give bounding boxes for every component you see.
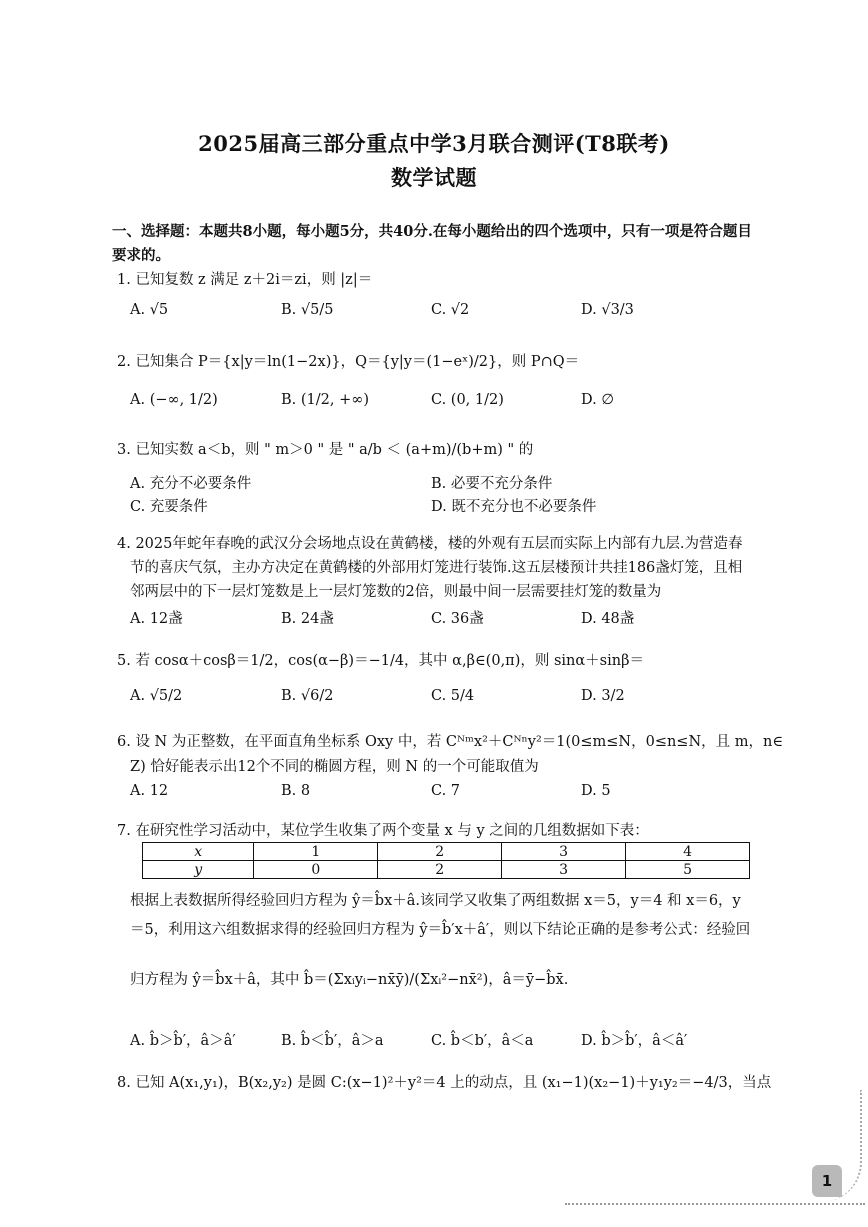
q6-option-c: C. 7 [431, 783, 461, 799]
q7-option-a: A. b̂＞b̂′，â＞â′ [130, 1033, 236, 1049]
table-cell: x [143, 843, 254, 861]
q5-option-d: D. 3/2 [581, 688, 625, 704]
question-7-line1: 根据上表数据所得经验回归方程为 ŷ＝b̂x＋â.该同学又收集了两组数据 x＝5，y＝4 和 x＝6，y [130, 893, 741, 909]
question-4-line1: 4. 2025年蛇年春晚的武汉分会场地点设在黄鹤楼，楼的外观有五层而实际上内部有九层.为营造春 [117, 536, 743, 552]
question-7-stem: 7. 在研究性学习活动中，某位学生收集了两个变量 x 与 y 之间的几组数据如下表： [117, 823, 649, 839]
table-cell: 5 [626, 861, 750, 879]
question-6-line1: 6. 设 N 为正整数，在平面直角坐标系 Oxy 中，若 Cᴺᵐx²＋Cᴺⁿy²＝1(0≤m≤N，0≤n≤N，且 m，n∈ [117, 734, 784, 750]
q1-option-d: D. √3/3 [581, 302, 634, 318]
q7-option-c: C. b̂＜b′，â＜a [431, 1033, 534, 1049]
dotted-divider [565, 1203, 865, 1205]
question-2-stem: 2. 已知集合 P＝{x|y＝ln(1−2x)}，Q＝{y|y＝(1−eˣ)/2}，则 P∩Q＝ [117, 354, 580, 370]
q2-option-d: D. ∅ [581, 392, 614, 408]
question-6-line2: Z) 恰好能表示出12个不同的椭圆方程，则 N 的一个可能取值为 [130, 759, 539, 775]
q5-option-c: C. 5/4 [431, 688, 475, 704]
q7-option-d: D. b̂＞b̂′，â＜â′ [581, 1033, 688, 1049]
question-5-stem: 5. 若 cosα＋cosβ＝1/2，cos(α−β)＝−1/4，其中 α,β∈(0,π)，则 sinα＋sinβ＝ [117, 653, 644, 669]
page-number-badge: 1 [812, 1165, 842, 1197]
q2-option-c: C. (0, 1/2) [431, 392, 504, 408]
table-cell: 0 [254, 861, 378, 879]
data-table [142, 842, 750, 879]
question-1-stem: 1. 已知复数 z 满足 z＋2i＝zi，则 |z|＝ [117, 272, 373, 288]
page-subtitle: 数学试题 [391, 165, 477, 190]
table-row [143, 861, 750, 879]
table-row [143, 843, 750, 861]
table-cell: 4 [626, 843, 750, 861]
q2-option-a: A. (−∞, 1/2) [130, 392, 218, 408]
q4-option-b: B. 24盏 [281, 611, 334, 627]
q3-option-b: B. 必要不充分条件 [431, 476, 553, 492]
q7-option-b: B. b̂＜b̂′，â＞a [281, 1033, 384, 1049]
table-cell: 2 [378, 861, 502, 879]
question-3-stem: 3. 已知实数 a＜b，则 " m＞0 " 是 " a/b ＜ (a+m)/(b+m) " 的 [117, 442, 534, 458]
question-7-line2: ＝5，利用这六组数据求得的经验回归方程为 ŷ＝b̂′x＋â′，则以下结论正确的是参考公式：经验回 [130, 922, 751, 938]
section-header-line2: 要求的。 [112, 247, 170, 264]
question-8-stem: 8. 已知 A(x₁,y₁)，B(x₂,y₂) 是圆 C:(x−1)²＋y²＝4 上的动点，且 (x₁−1)(x₂−1)＋y₁y₂＝−4/3，当点 [117, 1075, 772, 1091]
q5-option-a: A. √5/2 [130, 688, 183, 704]
question-7-line3: 归方程为 ŷ＝b̂x＋â，其中 b̂＝(Σxᵢyᵢ−nx̄ȳ)/(Σxᵢ²−nx̄²)，â＝ȳ−b̂x̄. [130, 972, 569, 988]
page-title: 2025届高三部分重点中学3月联合测评(T8联考) [198, 131, 670, 156]
q4-option-c: C. 36盏 [431, 611, 484, 627]
q4-option-a: A. 12盏 [130, 611, 183, 627]
q5-option-b: B. √6/2 [281, 688, 334, 704]
q1-option-a: A. √5 [130, 302, 169, 318]
q3-option-a: A. 充分不必要条件 [130, 476, 252, 492]
q3-option-c: C. 充要条件 [130, 499, 208, 515]
q1-option-b: B. √5/5 [281, 302, 334, 318]
question-4-line3: 邻两层中的下一层灯笼数是上一层灯笼数的2倍，则最中间一层需要挂灯笼的数量为 [130, 584, 662, 600]
table-cell: 1 [254, 843, 378, 861]
q4-option-d: D. 48盏 [581, 611, 635, 627]
table-cell: 3 [502, 843, 626, 861]
table-cell: y [143, 861, 254, 879]
q6-option-a: A. 12 [130, 783, 169, 799]
q3-option-d: D. 既不充分也不必要条件 [431, 499, 597, 515]
q6-option-d: D. 5 [581, 783, 611, 799]
q1-option-c: C. √2 [431, 302, 470, 318]
section-header-line1: 一、选择题：本题共8小题，每小题5分，共40分.在每小题给出的四个选项中，只有一项是符合题目 [112, 223, 752, 240]
q2-option-b: B. (1/2, +∞) [281, 392, 369, 408]
table-cell: 2 [378, 843, 502, 861]
question-4-line2: 节的喜庆气氛，主办方决定在黄鹤楼的外部用灯笼进行装饰.这五层楼预计共挂186盏灯笼，且相 [130, 560, 743, 576]
table-cell: 3 [502, 861, 626, 879]
q6-option-b: B. 8 [281, 783, 311, 799]
